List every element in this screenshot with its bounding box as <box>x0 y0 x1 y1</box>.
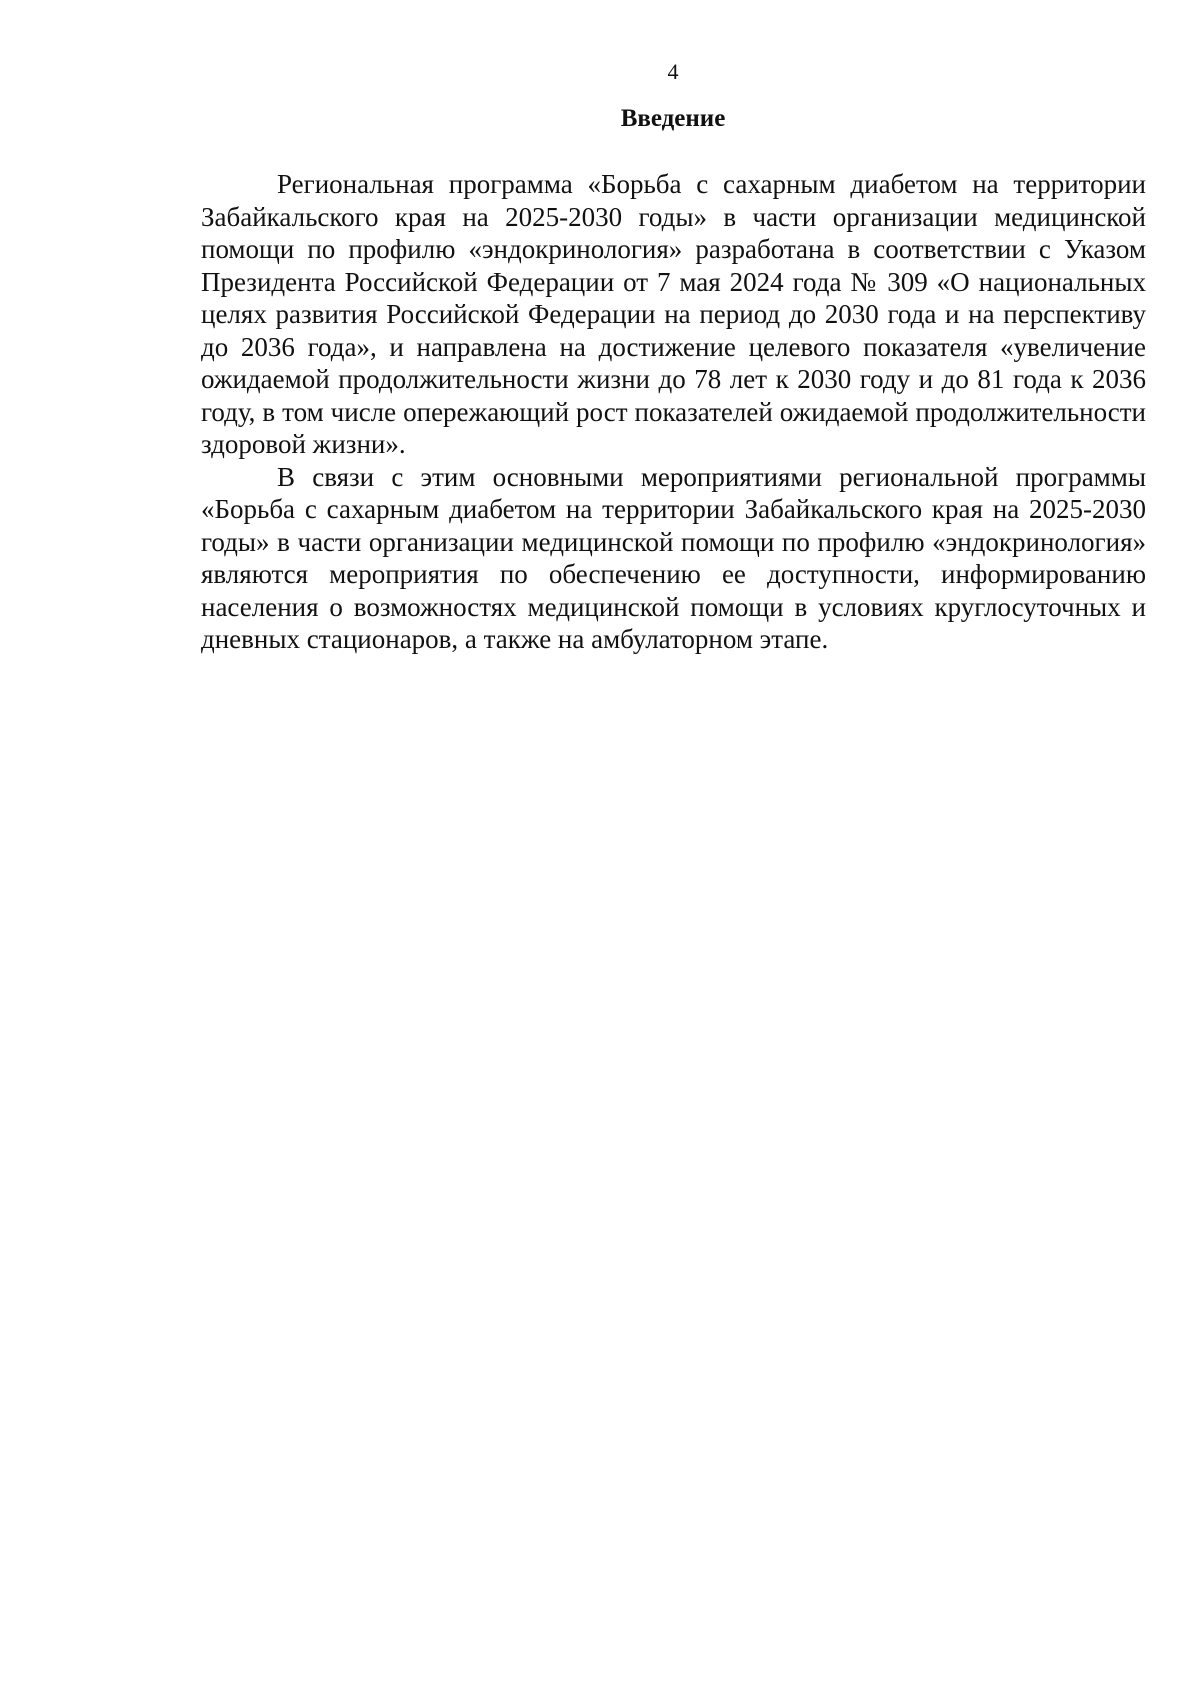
page-number: 4 <box>667 59 679 84</box>
paragraph-2: В связи с этим основными мероприятиями региональной программы «Борьба с сахарным диабетом на территории Забайкальского края на 2025-2030 годы» в части организации медицинской помощи по профилю «эндокринология» являются мероприятия по обеспечению ее доступности, информированию населения о возможностях медицинской помощи в условиях круглосуточных и дневных стационаров, а также на амбулаторном этапе. <box>201 461 1146 654</box>
section-heading: Введение <box>620 105 726 132</box>
paragraph-1: Региональная программа «Борьба с сахарным диабетом на территории Забайкальского края на 2025-2030 годы» в части организации медицинской помощи по профилю «эндокринология» разработана в соответствии с Указом Президента Российской Федерации от 7 мая 2024 года № 309 «О национальных целях развития Российской Федерации на период до 2030 года и на перспективу до 2036 года», и направлена на достижение целевого показателя «увеличение ожидаемой продолжительности жизни до 78 лет к 2030 году и до 81 года к 2036 году, в том числе опережающий рост показателей ожидаемой продолжительности здоровой жизни». <box>201 169 1146 459</box>
body-text <box>201 168 1146 656</box>
